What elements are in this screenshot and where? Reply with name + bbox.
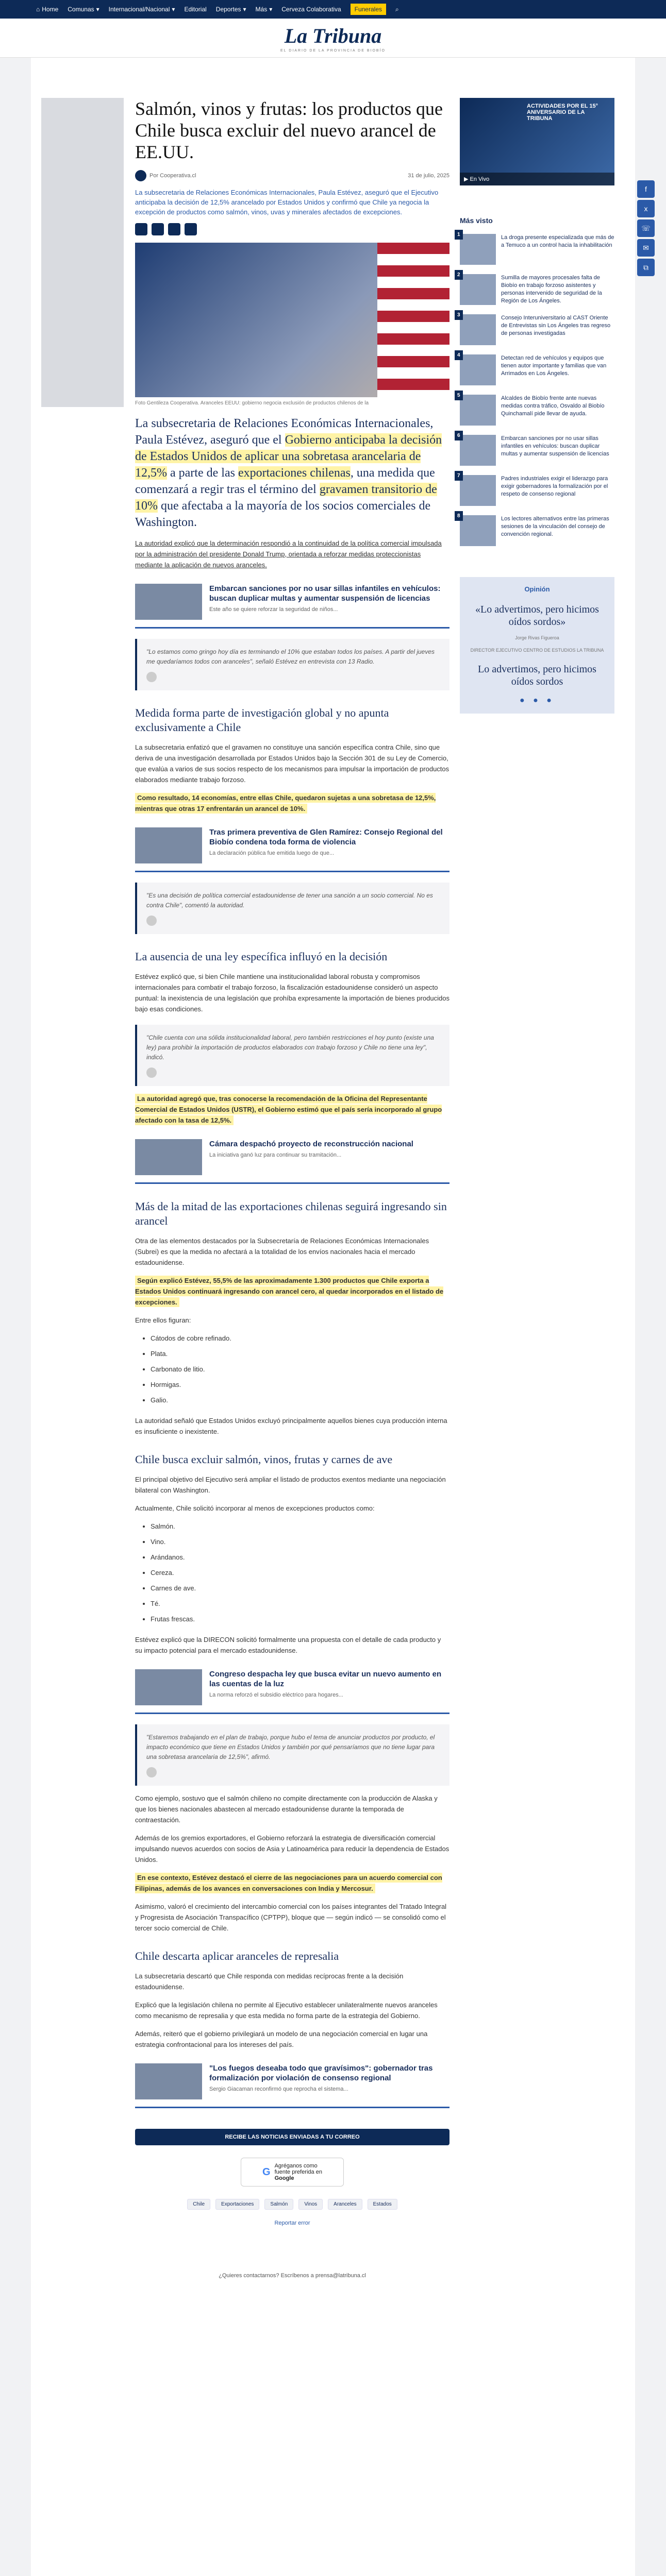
opinion-box[interactable]: Opinión «Lo advertimos, pero hicimos oídos sordos» Jorge Rivas Figueroa DIRECTOR EJECUTIVO CENTRO DE ESTUDIOS LA TRIBUNA Lo advertimos, pero hicimos oídos sordos ● ● ● bbox=[460, 577, 614, 714]
section-heading: Chile descarta aplicar aranceles de represalia bbox=[135, 1950, 339, 1962]
highlighted-paragraph: Como resultado, 14 economías, entre ellas Chile, quedaron sujetas a una sobretasa de 12,5%, mientras que otras 17 enfrentarán un arancel de 10%. bbox=[135, 794, 436, 812]
related-article[interactable]: Cámara despachó proyecto de reconstrucción nacional La iniciativa ganó luz para continuar su tramitación... bbox=[135, 1139, 449, 1184]
masthead bbox=[0, 19, 666, 58]
avatar bbox=[135, 170, 146, 181]
paragraph: Entre ellos figuran: bbox=[135, 1316, 191, 1324]
site-tagline: EL DIARIO DE LA PROVINCIA DE BIOBÍO bbox=[280, 48, 386, 53]
paragraph: La subsecretaria enfatizó que el gravamen no constituye una sanción específica contra Chile, sino que deriva de una investigación desarrollada por Estados Unidos bajo la Sección 301 de su Ley de Comercio, que evalúa a varios de sus socios respecto de los mecanismos para impulsar la importación de productos elaborados mediante trabajo forzoso. bbox=[135, 743, 449, 784]
search-icon[interactable]: ⌕ bbox=[395, 5, 399, 13]
paragraph: Estévez explicó que, si bien Chile mantiene una institucionalidad laboral robusta y compromisos internacionales para combatir el trabajo forzoso, la fiscalización estadounidense consideró un aspecto puntual: la inexistencia de una legislación que prohíba expresamente la importación de bienes producidos bajo esas condiciones. bbox=[135, 973, 449, 1013]
publish-date: 31 de julio, 2025 bbox=[408, 173, 449, 179]
author-name[interactable]: Por Cooperativa.cl bbox=[149, 173, 196, 179]
quote-avatar bbox=[146, 916, 157, 926]
report-error-link[interactable]: Reportar error bbox=[274, 2220, 310, 2226]
quote-avatar bbox=[146, 1767, 157, 1777]
related-thumbnail[interactable] bbox=[135, 1669, 202, 1705]
highlighted-paragraph: En ese contexto, Estévez destacó el cierre de las negociaciones para un acuerdo comercial con Filipinas, además de los avances en conversaciones con India y Mercosur. bbox=[135, 1874, 442, 1892]
top-nav-bar bbox=[0, 0, 666, 19]
quote-avatar bbox=[146, 672, 157, 682]
google-icon: G bbox=[262, 2166, 271, 2178]
paragraph: Como ejemplo, sostuvo que el salmón chileno no compite directamente con la producción de Alaska y que los bienes nacionales abastecen al mercado estadounidense durante la temporada de contraestación. bbox=[135, 1794, 438, 1824]
most-viewed-item[interactable]: 2 Sumilla de mayores procesales falta de Biobío en trabajo forzoso asistentes y personas intervenido de seguridad de la Región de Los Ángeles. bbox=[460, 274, 614, 305]
paragraph: Además, reiteró que el gobierno privilegiará un modelo de una negociación comercial en lugar una estrategia confrontacional para los intereses del país. bbox=[135, 2030, 428, 2048]
related-thumbnail[interactable] bbox=[135, 827, 202, 863]
pull-quote: "Estaremos trabajando en el plan de trabajo, porque hubo el tema de anunciar productos por producto, el impacto económico que tiene en Estados Unidos y también por qué pensaríamos que no tiene lugar para una sobretasa arancelaria de 12,5%", afirmó. bbox=[135, 1724, 449, 1786]
related-article[interactable]: Tras primera preventiva de Glen Ramírez: Consejo Regional del Biobío condena toda forma de violencia La declaración pública fue emitida luego de que... bbox=[135, 827, 449, 872]
highlighted-paragraph: La autoridad agregó que, tras conocerse la recomendación de la Oficina del Representante Comercial de Estados Unidos (USTR), el Gobierno estimó que el país sería incorporado al grupo afectado con la tasa de 12,5%. bbox=[135, 1095, 442, 1124]
byline bbox=[135, 170, 449, 181]
most-viewed-heading: Más visto bbox=[460, 216, 493, 225]
google-preferred-source-button[interactable]: G Agréganos como fuente preferida en Google bbox=[241, 2158, 344, 2187]
image-caption: Foto Gentileza Cooperativa. Aranceles EEUU: gobierno negocia exclusión de productos chilenos de la bbox=[135, 400, 369, 406]
tag-list bbox=[135, 2199, 449, 2210]
paragraph: Explicó que la legislación chilena no permite al Ejecutivo establecer unilateralmente nuevos aranceles como mecanismo de represalia y que esta medida no forma parte de la estrategia del Gobierno. bbox=[135, 2001, 438, 2020]
nav-cerveza[interactable]: Cerveza Colaborativa bbox=[281, 6, 341, 13]
flag-graphic bbox=[377, 243, 449, 397]
section-heading: Chile busca excluir salmón, vinos, frutas y carnes de ave bbox=[135, 1453, 393, 1466]
nav-home[interactable]: ⌂ Home bbox=[36, 6, 59, 13]
most-viewed-item[interactable]: 1 La droga presente especializada que más de a Temuco a un control hacia la inhabilitación bbox=[460, 234, 614, 265]
carousel-dots[interactable]: ● ● ● bbox=[520, 696, 555, 705]
paragraph: Estévez explicó que la DIRECON solicitó formalmente una propuesta con el detalle de cada producto y su impacto potencial para el mercado estadounidense. bbox=[135, 1636, 441, 1654]
chevron-down-icon: ▾ bbox=[172, 6, 175, 13]
paragraph: Actualmente, Chile solicitó incorporar al menos de excepciones productos como: bbox=[135, 1504, 375, 1512]
most-viewed-item[interactable]: 5 Alcaldes de Biobío frente ante nuevas medidas contra tráfico, Osvaldo al Biobío Quinchamalí pide llevar de ayuda. bbox=[460, 395, 614, 426]
tag[interactable]: Vinos bbox=[298, 2199, 323, 2210]
pull-quote: "Es una decisión de política comercial estadounidense de tener una sanción a un socio comercial. No es contra Chile", comentó la autoridad. bbox=[135, 883, 449, 934]
link-icon[interactable]: ⧉ bbox=[637, 259, 655, 276]
most-viewed-item[interactable]: 4 Detectan red de vehículos y equipos que tienen autor importante y familias que van Arrimados en Los Ángeles. bbox=[460, 354, 614, 385]
chevron-down-icon: ▾ bbox=[96, 6, 99, 13]
tag[interactable]: Salmón bbox=[264, 2199, 293, 2210]
left-ad-placeholder bbox=[41, 98, 124, 407]
mail-icon[interactable]: ✉ bbox=[637, 239, 655, 257]
x-icon[interactable]: x bbox=[637, 200, 655, 217]
tag[interactable]: Chile bbox=[187, 2199, 210, 2210]
highlighted-paragraph: Según explicó Estévez, 55,5% de las aproximadamente 1.300 productos que Chile exporta a Estados Unidos continuará ingresando con arancel cero, al quedar incorporados en el listado de excepciones. bbox=[135, 1277, 444, 1306]
contact-tipline: ¿Quieres contactarnos? Escríbenos a prensa@latribuna.cl bbox=[219, 2273, 366, 2279]
x-icon[interactable] bbox=[152, 223, 164, 235]
paragraph: Asimismo, valoró el crecimiento del intercambio comercial con los países integrantes del Tratado Integral y Progresista de Asociación Transpacífico (CPTPP), bloque que — según indicó — se consolidó como el tercer socio comercial de Chile. bbox=[135, 1903, 447, 1932]
nav-mas[interactable]: Más ▾ bbox=[255, 6, 273, 13]
section-heading: Medida forma parte de investigación global y no apunta exclusivamente a Chile bbox=[135, 706, 389, 734]
related-article[interactable]: "Los fuegos deseaba todo que gravísimos": gobernador tras formalización por violación de consenso regional Sergio Giacaman reconfirmó que reprocha el sistema... bbox=[135, 2063, 449, 2108]
quote-avatar bbox=[146, 1067, 157, 1078]
paragraph: El principal objetivo del Ejecutivo será ampliar el listado de productos exentos mediante una negociación bilateral con Washington. bbox=[135, 1476, 446, 1494]
share-buttons bbox=[135, 223, 449, 235]
bullet-list: • Cátodos de cobre refinado. • Plata. • Carbonato de litio. • Hormigas. • Galio. bbox=[135, 1331, 449, 1408]
hero-image bbox=[135, 243, 449, 397]
mail-icon[interactable] bbox=[185, 223, 197, 235]
related-article[interactable]: Congreso despacha ley que busca evitar un nuevo aumento en las cuentas de la luz La norma reforzó el subsidio eléctrico para hogares... bbox=[135, 1669, 449, 1714]
most-viewed-item[interactable]: 6 Embarcan sanciones por no usar sillas infantiles en vehículos: buscan duplicar multas y aumentar suspensión de licencias bbox=[460, 435, 614, 466]
most-viewed-item[interactable]: 3 Consejo Interuniversitario al CAST Oriente de Entrevistas sin Los Ángeles tras regreso de personas investigadas bbox=[460, 314, 614, 345]
tag[interactable]: Exportaciones bbox=[215, 2199, 259, 2210]
paragraph: La autoridad explicó que la determinación respondió a la continuidad de la política comercial impulsada por la administración del presidente Donald Trump, orientada a reforzar medidas proteccionistas mediante la aplicación de nuevos aranceles. bbox=[135, 539, 442, 569]
paragraph: La autoridad señaló que Estados Unidos excluyó principalmente aquellos bienes cuya producción interna es insuficiente o inexistente. bbox=[135, 1417, 447, 1435]
whatsapp-icon[interactable]: ☏ bbox=[637, 219, 655, 237]
pull-quote: "Chile cuenta con una sólida institucionalidad laboral, pero también restricciones el hoy punto (existe una ley) para prohibir la importación de productos elaborados con trabajo forzoso y Chile no tiene una ley", indicó. bbox=[135, 1025, 449, 1086]
home-icon: ⌂ bbox=[36, 6, 40, 13]
social-share-rail bbox=[637, 180, 655, 276]
article-title: Salmón, vinos y frutas: los productos que Chile busca excluir del nuevo arancel de EE.UU. bbox=[135, 98, 443, 162]
nav-funerales[interactable]: Funerales bbox=[351, 4, 386, 15]
site-logo[interactable]: La Tribuna bbox=[284, 24, 382, 47]
section-heading: La ausencia de una ley específica influyó en la decisión bbox=[135, 950, 388, 963]
article-lead: La subsecretaria de Relaciones Económicas Internacionales, Paula Estévez, aseguró que el Ejecutivo anticipaba la decisión de 12,5% arancelado por Estados Unidos y confirmó que Chile ya negocia la excepción de productos como salmón, vinos, uvas y minerales afectados de excepciones. bbox=[135, 189, 439, 216]
video-player[interactable]: ACTIVIDADES POR EL 15° ANIVERSARIO DE LA TRIBUNA ▶ En Vivo bbox=[460, 98, 614, 185]
section-heading: Más de la mitad de las exportaciones chilenas seguirá ingresando sin arancel bbox=[135, 1200, 447, 1227]
related-thumbnail[interactable] bbox=[135, 2063, 202, 2099]
related-thumbnail[interactable] bbox=[135, 1139, 202, 1175]
bullet-list: • Salmón. • Vino. • Arándanos. • Cereza. • Carnes de ave. • Té. • Frutas frescas. bbox=[135, 1519, 449, 1627]
paragraph: La subsecretaria descartó que Chile responda con medidas recíprocas frente a la decisión estadounidense. bbox=[135, 1972, 404, 1991]
facebook-icon[interactable]: f bbox=[637, 180, 655, 198]
paragraph: Además de los gremios exportadores, el Gobierno reforzará la estrategia de diversificación comercial impulsando nuevos acuerdos con socios de Asia y Latinoamérica para reducir la dependencia de Estados Unidos. bbox=[135, 1834, 449, 1863]
most-viewed-item[interactable]: 7 Padres industriales exigir el liderazgo para exigir gobernadores la formalización por el respeto de consenso regional bbox=[460, 475, 614, 506]
chevron-down-icon: ▾ bbox=[243, 6, 246, 13]
play-icon[interactable]: ▶ bbox=[464, 176, 469, 182]
tag[interactable]: Aranceles bbox=[328, 2199, 362, 2210]
related-article[interactable]: Embarcan sanciones por no usar sillas infantiles en vehículos: buscan duplicar multas y aumentar suspensión de licencias Este año se quiere reforzar la seguridad de niños... bbox=[135, 584, 449, 629]
most-viewed-item[interactable]: 8 Los lectores alternativos entre las primeras sesiones de la vinculación del consejo de convención regional. bbox=[460, 515, 614, 546]
whatsapp-icon[interactable] bbox=[168, 223, 180, 235]
tag[interactable]: Estados bbox=[368, 2199, 397, 2210]
nav-internacional[interactable]: Internacional/Nacional ▾ bbox=[108, 6, 175, 13]
highlighted-intro: La subsecretaria de Relaciones Económicas Internacionales, Paula Estévez, aseguró que el Gobierno anticipaba la decisión de Estados Unidos de aplicar una sobretasa arancelaria de 12,5% a parte de las exportaciones chilenas, una medida que comenzará a regir tras el término del gravamen transitorio de 10% que afectaba a la mayoría de los socios comerciales de Washington. bbox=[135, 417, 442, 529]
facebook-icon[interactable] bbox=[135, 223, 147, 235]
newsletter-button[interactable]: RECIBE LAS NOTICIAS ENVIADAS A TU CORREO bbox=[135, 2129, 449, 2145]
nav-deportes[interactable]: Deportes ▾ bbox=[215, 6, 246, 13]
pull-quote: "Lo estamos como gringo hoy día es terminando el 10% que estaban todos los países. A partir del jueves me quedaríamos todos con aranceles", señaló Estévez en entrevista con 13 Radio. bbox=[135, 639, 449, 690]
nav-comunas[interactable]: Comunas ▾ bbox=[68, 6, 99, 13]
related-thumbnail[interactable] bbox=[135, 584, 202, 620]
paragraph: Otra de las elementos destacados por la Subsecretaría de Relaciones Económicas Internacionales (Subrei) es que la medida no afectará a la totalidad de los envíos nacionales hacia el mercado estadounidense. bbox=[135, 1237, 429, 1266]
chevron-down-icon: ▾ bbox=[269, 6, 273, 13]
article-body bbox=[135, 98, 449, 2279]
sidebar bbox=[457, 98, 614, 714]
nav-editorial[interactable]: Editorial bbox=[184, 6, 207, 13]
